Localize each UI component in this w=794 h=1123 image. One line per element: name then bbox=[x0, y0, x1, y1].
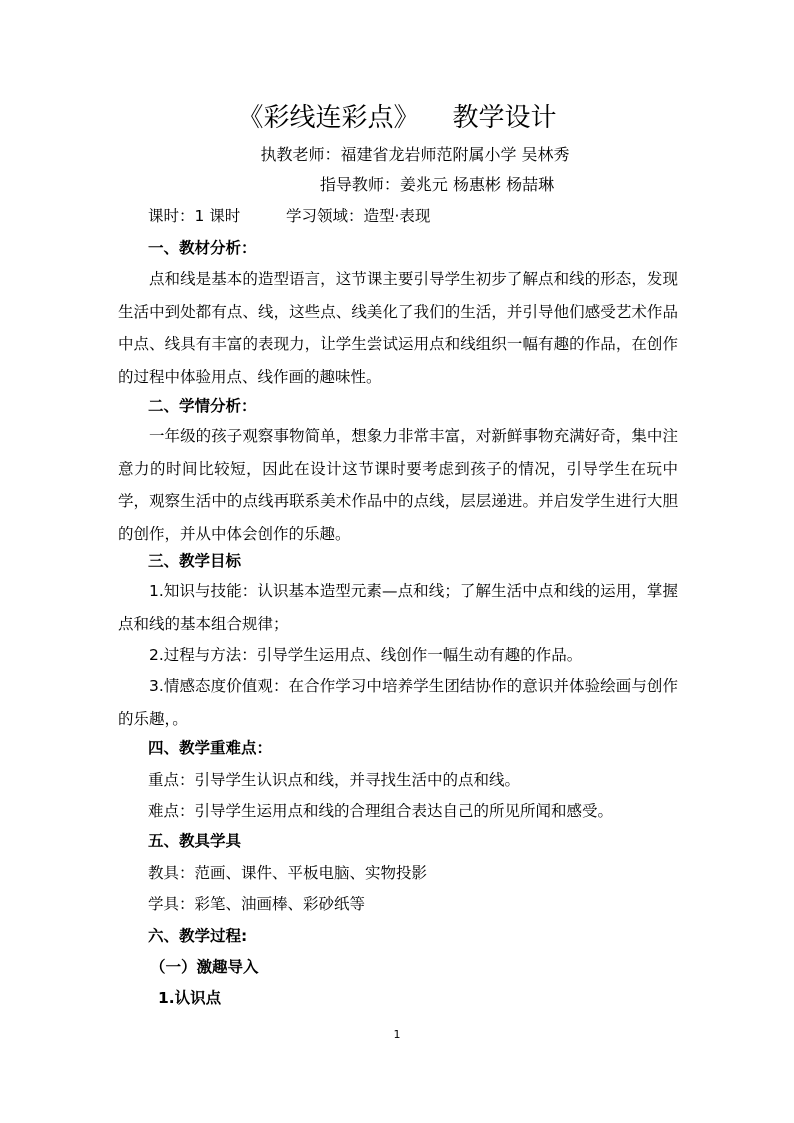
objective-process: 2.过程与方法：引导学生运用点、线创作一幅生动有趣的作品。 bbox=[149, 646, 583, 664]
student-materials: 学具：彩笔、油画棒、彩砂纸等 bbox=[148, 895, 366, 913]
section-heading-key-points: 四、教学重难点： bbox=[148, 739, 273, 757]
class-hours: 课时：1 课时 bbox=[148, 207, 241, 225]
section-heading-materials: 五、教具学具 bbox=[148, 832, 242, 850]
section-heading-students: 二、学情分析： bbox=[148, 397, 257, 415]
learning-domain: 学习领域：造型·表现 bbox=[286, 207, 431, 225]
objective-attitude: 3.情感态度价值观：在合作学习中培养学生团结协作的意识并体验绘画与创作的乐趣，。 bbox=[118, 677, 678, 728]
teacher-materials: 教具：范画、课件、平板电脑、实物投影 bbox=[148, 864, 428, 882]
document-title: 《彩线连彩点》 教学设计 bbox=[237, 103, 557, 133]
section-heading-process: 六、教学过程: bbox=[148, 927, 248, 945]
process-subheading-points: 1.认识点 bbox=[158, 989, 222, 1007]
page-number: 1 bbox=[393, 1028, 401, 1041]
difficult-point: 难点：引导学生运用点和线的合理组合表达自己的所见所闻和感受。 bbox=[148, 802, 614, 820]
textbook-analysis-paragraph: 点和线是基本的造型语言，这节课主要引导学生初步了解点和线的形态，发现生活中到处都有点、线，这些点、线美化了我们的生活，并引导他们感受艺术作品中点、线具有丰富的表现力，让学生尝试运用点和线组织一幅有趣的作品，在创作的过程中体验用点、线作画的趣味性。 bbox=[118, 270, 678, 386]
student-analysis-paragraph: 一年级的孩子观察事物简单，想象力非常丰富，对新鲜事物充满好奇，集中注意力的时间比较短，因此在设计这节课时要考虑到孩子的情况，引导学生在玩中学，观察生活中的点线再联系美术作品中的点线，层层递进。并启发学生进行大胆的创作，并从中体会创作的乐趣。 bbox=[118, 427, 678, 543]
teacher-line: 执教老师：福建省龙岩师范附属小学 吴林秀 bbox=[260, 145, 570, 164]
section-heading-objectives: 三、教学目标 bbox=[148, 552, 242, 570]
section-heading-textbook: 一、教材分析： bbox=[148, 239, 257, 257]
advisors-line: 指导教师：姜兆元 杨惠彬 杨喆琳 bbox=[319, 175, 555, 194]
process-subheading-intro: （一）激趣导入 bbox=[150, 958, 259, 976]
key-point: 重点：引导学生认识点和线，并寻找生活中的点和线。 bbox=[148, 771, 521, 789]
objective-knowledge: 1.知识与技能：认识基本造型元素—点和线；了解生活中点和线的运用，掌握点和线的基本组合规律； bbox=[118, 582, 678, 633]
